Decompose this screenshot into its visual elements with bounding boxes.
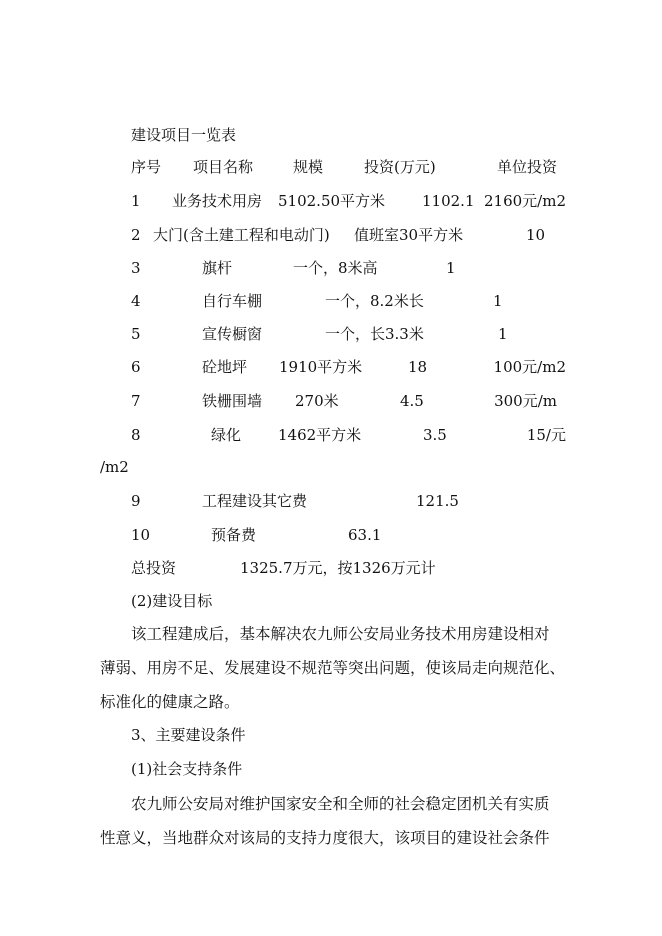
- row-no: 10: [131, 526, 151, 544]
- row-investment: 1: [446, 259, 456, 277]
- row-scale: 1462平方米: [278, 426, 362, 444]
- social-line-2: 性意义，当地群众对该局的支持力度很大，该项目的建设社会条件: [100, 829, 550, 847]
- row-unit: 300元/m: [494, 392, 557, 410]
- row-no: 4: [131, 292, 141, 310]
- table-row: [131, 258, 566, 278]
- table-row: [131, 491, 566, 511]
- goal-line-3: 标准化的健康之路。: [100, 693, 240, 711]
- table-header: [131, 157, 566, 177]
- row-investment: 63.1: [348, 526, 382, 544]
- row-name: 砼地坪: [202, 358, 248, 376]
- row-name: 大门(含土建工程和电动门): [153, 226, 330, 244]
- header-no: 序号: [131, 158, 162, 176]
- table-row: [131, 525, 566, 545]
- row-scale: 一个，8.2米长: [325, 292, 424, 310]
- goal-line-1: 该工程建成后，基本解决农九师公安局业务技术用房建设相对: [131, 625, 550, 643]
- table-row: [131, 391, 566, 411]
- row-no: 7: [131, 392, 141, 410]
- header-name: 项目名称: [193, 158, 254, 176]
- row-no: 8: [131, 426, 141, 444]
- row-name: 自行车棚: [202, 292, 263, 310]
- row-investment: 1: [493, 292, 503, 310]
- row-unit: 100元/m2: [493, 358, 566, 376]
- header-unit-investment: 单位投资: [497, 158, 558, 176]
- social-line-1: 农九师公安局对维护国家安全和全师的社会稳定团机关有实质: [131, 795, 550, 813]
- header-investment: 投资(万元): [364, 158, 436, 176]
- row-name: 旗杆: [202, 259, 233, 277]
- goal-line-2: 薄弱、用房不足、发展建设不规范等突出问题，使该局走向规范化、: [100, 659, 566, 677]
- row-unit-continuation: /m2: [100, 458, 129, 476]
- row-no: 9: [131, 492, 141, 510]
- section-heading-goal: (2)建设目标: [131, 592, 213, 610]
- total-line: [131, 558, 566, 578]
- row-name: 预备费: [211, 526, 257, 544]
- row-scale: 一个，长3.3米: [325, 325, 424, 343]
- row-name: 业务技术用房: [172, 192, 263, 210]
- row-no: 1: [131, 192, 141, 210]
- row-scale: 1910平方米: [279, 358, 363, 376]
- row-scale: 5102.50平方米: [278, 192, 386, 210]
- table-row: [131, 425, 566, 445]
- total-label: 总投资: [131, 559, 177, 577]
- row-no: 6: [131, 358, 141, 376]
- row-scale: 一个，8米高: [293, 259, 378, 277]
- row-unit: 2160元/m2: [484, 192, 566, 210]
- row-no: 2: [131, 226, 141, 244]
- row-name: 宣传橱窗: [202, 325, 263, 343]
- row-scale: 值班室30平方米: [354, 226, 464, 244]
- row-scale: 270米: [295, 392, 339, 410]
- row-unit: 15/元: [526, 426, 566, 444]
- header-scale: 规模: [293, 158, 324, 176]
- table-row: [131, 324, 566, 344]
- table-row: [131, 225, 566, 245]
- row-investment: 121.5: [416, 492, 459, 510]
- row-name: 绿化: [211, 426, 242, 444]
- row-no: 3: [131, 259, 141, 277]
- table-row: [131, 191, 566, 211]
- table-title: 建设项目一览表: [131, 126, 237, 144]
- row-investment: 10: [526, 226, 546, 244]
- row-investment: 18: [408, 358, 428, 376]
- row-investment: 4.5: [400, 392, 424, 410]
- section-heading-social: (1)社会支持条件: [131, 760, 243, 778]
- row-investment: 1: [498, 325, 508, 343]
- row-investment: 3.5: [423, 426, 447, 444]
- row-investment: 1102.1: [422, 192, 475, 210]
- row-no: 5: [131, 325, 141, 343]
- section-heading-conditions: 3、主要建设条件: [131, 726, 246, 744]
- table-row: [131, 291, 566, 311]
- total-value: 1325.7万元，按1326万元计: [240, 559, 436, 577]
- table-row: [131, 357, 566, 377]
- row-name: 工程建设其它费: [202, 492, 308, 510]
- row-name: 铁栅围墙: [202, 392, 263, 410]
